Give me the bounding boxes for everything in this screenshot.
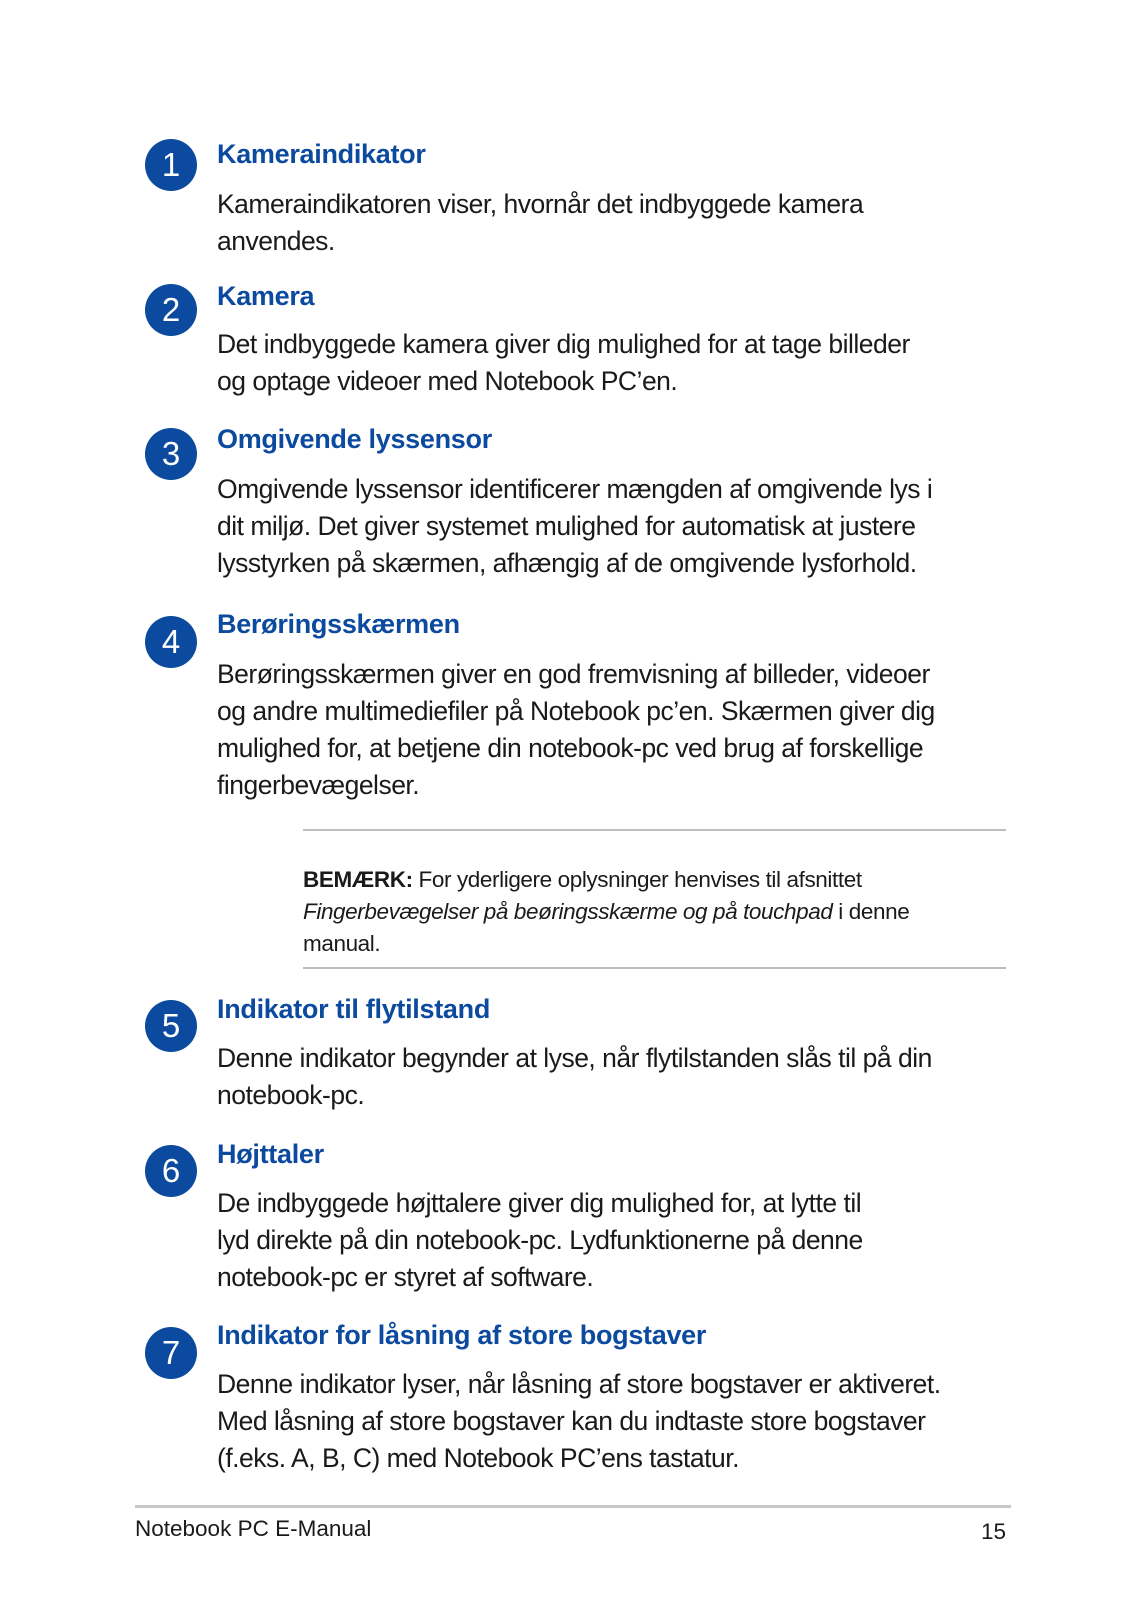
- section-description: [217, 1366, 1007, 1477]
- note-text: For yderligere oplysninger henvises til afsnittet: [412, 867, 862, 892]
- section-description: [217, 1040, 1007, 1114]
- section-number-badge: 2: [145, 284, 197, 336]
- section-number-badge: 6: [145, 1145, 197, 1197]
- description-line: og andre multimediefiler på Notebook pc’en. Skærmen giver dig: [217, 696, 935, 726]
- section-description: [217, 1185, 1007, 1296]
- section-title: Indikator til flytilstand: [217, 994, 491, 1024]
- section-title: Berøringsskærmen: [217, 609, 460, 639]
- note-top-divider: [303, 829, 1006, 831]
- section-description: [217, 186, 1007, 260]
- description-line: mulighed for, at betjene din notebook-pc ved brug af forskellige: [217, 733, 924, 763]
- section-description: [217, 326, 1007, 400]
- description-line: notebook-pc.: [217, 1080, 365, 1110]
- section-title: Kamera: [217, 281, 315, 311]
- description-line: anvendes.: [217, 226, 335, 256]
- section-number-badge: 1: [145, 139, 197, 191]
- description-line: (f.eks. A, B, C) med Notebook PC’ens tastatur.: [217, 1443, 739, 1473]
- section-number-badge: 7: [145, 1327, 197, 1379]
- footer-divider: [135, 1505, 1011, 1508]
- section-description: [217, 656, 1007, 804]
- description-line: Omgivende lyssensor identificerer mængden af omgivende lys i: [217, 474, 933, 504]
- note-text: manual.: [303, 931, 381, 956]
- footer-title: Notebook PC E-Manual: [135, 1516, 372, 1541]
- description-line: fingerbevægelser.: [217, 770, 420, 800]
- section-number-badge: 5: [145, 1000, 197, 1052]
- note-bottom-divider: [303, 967, 1006, 969]
- section-number-badge: 3: [145, 428, 197, 480]
- section-title: Kameraindikator: [217, 139, 426, 169]
- note-text: i denne: [832, 899, 910, 924]
- section-title: Højttaler: [217, 1139, 324, 1169]
- description-line: De indbyggede højttalere giver dig mulighed for, at lytte til: [217, 1188, 862, 1218]
- note-box: [303, 864, 1003, 960]
- description-line: notebook-pc er styret af software.: [217, 1262, 594, 1292]
- description-line: Kameraindikatoren viser, hvornår det indbyggede kamera: [217, 189, 864, 219]
- section-title: Indikator for låsning af store bogstaver: [217, 1320, 707, 1350]
- description-line: Denne indikator begynder at lyse, når flytilstanden slås til på din: [217, 1043, 932, 1073]
- description-line: Det indbyggede kamera giver dig mulighed for at tage billeder: [217, 329, 910, 359]
- note-label: BEMÆRK:: [303, 867, 413, 892]
- page-number: 15: [980, 1519, 1006, 1544]
- section-title: Omgivende lyssensor: [217, 424, 492, 454]
- description-line: lyd direkte på din notebook-pc. Lydfunktionerne på denne: [217, 1225, 863, 1255]
- description-line: Med låsning af store bogstaver kan du indtaste store bogstaver: [217, 1406, 926, 1436]
- description-line: Berøringsskærmen giver en god fremvisning af billeder, videoer: [217, 659, 930, 689]
- section-number-badge: 4: [145, 616, 197, 668]
- description-line: og optage videoer med Notebook PC’en.: [217, 366, 678, 396]
- description-line: lysstyrken på skærmen, afhængig af de omgivende lysforhold.: [217, 548, 917, 578]
- description-line: dit miljø. Det giver systemet mulighed for automatisk at justere: [217, 511, 916, 541]
- description-line: Denne indikator lyser, når låsning af store bogstaver er aktiveret.: [217, 1369, 941, 1399]
- note-reference: Fingerbevægelser på beøringsskærme og på touchpad: [303, 899, 833, 924]
- section-description: [217, 471, 1007, 582]
